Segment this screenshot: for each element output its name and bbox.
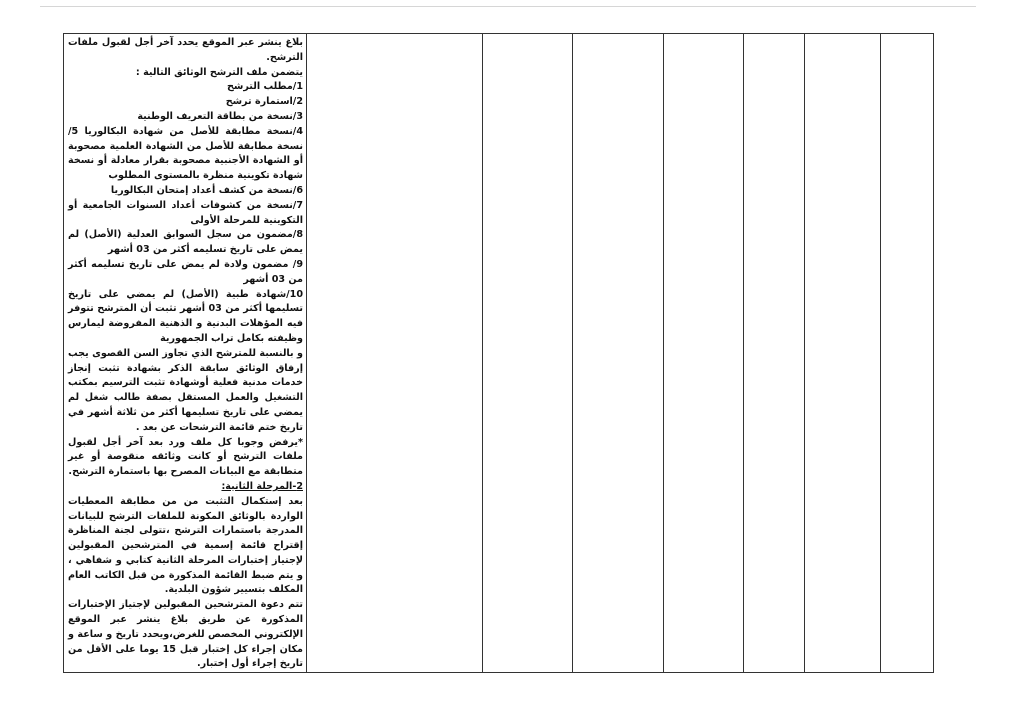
section-heading: 2-المرحلة الثانية: <box>221 480 303 492</box>
text-line: *يرفض وجوبا كل ملف ورد بعد آخر أجل لقبول ملفات الترشح أو كانت وثائقه منقوصة أو غير متطابقة مع البيانات المصرح بها باستمارة الترشح. <box>68 436 303 478</box>
text-line: تتم دعوة المترشحين المقبولين لإجتياز الإختبارات المذكورة عن طريق بلاغ ينشر عبر الموقع الإلكتروني المخصص للغرض،ويحدد تاريخ و ساعة و مكان إجراء كل إختبار قبل 15 يوما على الأقل من تاريخ إجراء أول إختبار. <box>68 599 303 670</box>
text-line: 4/نسخة مطابقة للأصل من شهادة البكالوريا 5/نسخة مطابقة للأصل من الشهادة العلمية مصحوبة أو الشهادة الأجنبية مصحوبة بقرار معادلة أو نسخة شهادة تكوينية منظرة بالمستوى المطلوب <box>68 125 303 182</box>
text-line: 6/نسخة من كشف أعداد إمتحان البكالوريا <box>110 184 303 196</box>
text-line: 7/نسخة من كشوفات أعداد السنوات الجامعية أو التكوينية للمرحلة الأولى <box>68 199 303 226</box>
text-line: يتضمن ملف الترشح الوثائق التالية : <box>135 66 303 78</box>
text-line: 2/استمارة ترشح <box>225 96 303 108</box>
empty-cell <box>744 34 805 673</box>
text-line: 3/نسخة من بطاقة التعريف الوطنية <box>137 110 303 122</box>
table-row <box>64 34 934 673</box>
text-line: 10/شهادة طبية (الأصل) لم يمضي على تاريخ تسليمها أكثر من 03 أشهر تثبت أن المترشح تتوفر فيه المؤهلات البدنية و الذهنية المفروضة ليمارس وظيفته بكامل تراب الجمهورية <box>68 288 303 344</box>
text-line: 8/مضمون من سجل السوابق العدلية (الأصل) لم يمض على تاريخ تسليمه أكثر من 03 أشهر <box>68 229 303 256</box>
empty-cell <box>805 34 881 673</box>
empty-cell <box>881 34 934 673</box>
text-line: 9/ مضمون ولادة لم يمض على تاريخ تسليمه أكثر من 03 أشهر <box>68 258 303 285</box>
text-line: بلاغ ينشر عبر الموقع يحدد آخر أجل لقبول ملفات الترشح. <box>68 37 303 63</box>
content-cell <box>64 34 307 673</box>
text-line: 1/مطلب الترشح <box>226 81 303 93</box>
empty-cell <box>664 34 744 673</box>
page-top-rule <box>40 6 976 7</box>
document-table <box>63 33 934 673</box>
text-line: بعد إستكمال التثبت من من مطابقة المعطيات الواردة بالوثائق المكونة للملفات الترشح للبيانات المدرجة باستمارات الترشح ،تتولى لجنة المناظرة إقتراح قائمة إسمية في المترشحين المقبولين لإجتياز إختبارات المرحلة الثانية كتابي و شفاهي ، و يتم ضبط القائمة المذكورة من قبل الكاتب العام المكلف بتسيير شؤون البلدية. <box>68 495 303 596</box>
empty-cell <box>573 34 664 673</box>
empty-cell <box>307 34 483 673</box>
text-line: و بالنسبة للمترشح الذي تجاوز السن القصوى يجب إرفاق الوثائق سابقة الذكر بشهادة تثبت إنجاز خدمات مدنية فعلية أوشهادة تثبت الترسيم بمكتب التشغيل والعمل المستقل بصفة طالب شغل لم يمضي على تاريخ تسليمها أكثر من ثلاثة أشهر في تاريخ ختم قائمة الترشحات عن بعد . <box>68 347 303 433</box>
empty-cell <box>483 34 573 673</box>
